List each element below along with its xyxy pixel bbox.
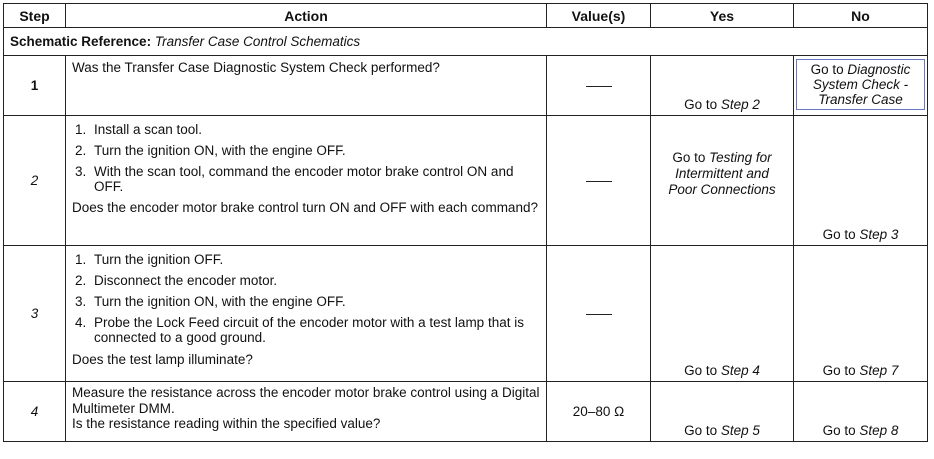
schematic-link[interactable]: Transfer Case Control Schematics bbox=[154, 34, 361, 49]
no-step-link[interactable]: Step 3 bbox=[859, 227, 899, 242]
step-row-1 bbox=[4, 56, 928, 116]
step-row-3 bbox=[4, 246, 928, 382]
action-question: Does the test lamp illuminate? bbox=[72, 351, 253, 367]
no-result bbox=[794, 56, 928, 116]
no-value-dash bbox=[586, 181, 612, 182]
no-result: Go to Step 7 bbox=[794, 246, 928, 382]
header-action: Action bbox=[66, 4, 547, 28]
no-result: Go to Step 8 bbox=[794, 382, 928, 442]
list-item: 2. Turn the ignition ON, with the engine OFF. bbox=[90, 143, 540, 158]
diagnostic-table bbox=[3, 3, 928, 442]
header-step: Step bbox=[4, 4, 66, 28]
no-step-link[interactable]: Step 7 bbox=[859, 363, 899, 378]
no-step-link[interactable]: Step 8 bbox=[859, 423, 899, 438]
list-item: 1. Turn the ignition OFF. bbox=[90, 252, 540, 267]
schematic-row bbox=[4, 28, 928, 56]
step-number: 4 bbox=[4, 382, 66, 442]
step-number: 1 bbox=[4, 56, 66, 116]
yes-step-link[interactable]: Step 2 bbox=[720, 97, 760, 112]
yes-step-link[interactable]: Step 5 bbox=[720, 423, 760, 438]
action-steps-list bbox=[72, 252, 540, 346]
header-no: No bbox=[794, 4, 928, 28]
list-item: 4. Probe the Lock Feed circuit of the encoder motor with a test lamp that is connected to a good ground. bbox=[90, 315, 540, 345]
step-action bbox=[66, 246, 547, 382]
action-instruction: Measure the resistance across the encoder motor brake control using a Digital Multimeter DMM. bbox=[72, 385, 540, 416]
no-value-dash bbox=[586, 86, 612, 87]
schematic-label: Schematic Reference: bbox=[10, 34, 152, 49]
step-action bbox=[66, 116, 547, 246]
step-value bbox=[547, 116, 651, 246]
header-row bbox=[4, 4, 928, 28]
yes-result-link[interactable]: Go to Testing for Intermittent and Poor Connections bbox=[668, 150, 776, 198]
step-value bbox=[547, 246, 651, 382]
schematic-reference bbox=[4, 28, 928, 56]
list-item: 3. Turn the ignition ON, with the engine OFF. bbox=[90, 294, 540, 309]
step-value: 20–80 Ω bbox=[547, 382, 651, 442]
step-action bbox=[66, 56, 547, 116]
step-row-4 bbox=[4, 382, 928, 442]
yes-result: Go to Step 4 bbox=[651, 246, 794, 382]
yes-step-link[interactable]: Step 4 bbox=[720, 363, 760, 378]
step-value bbox=[547, 56, 651, 116]
action-steps-list bbox=[72, 122, 540, 194]
step-row-2 bbox=[4, 116, 928, 246]
header-yes: Yes bbox=[651, 4, 794, 28]
no-result-link-box[interactable]: Go to Diagnostic System Check - Transfer Case bbox=[796, 59, 925, 110]
yes-result bbox=[651, 116, 794, 246]
header-values: Value(s) bbox=[547, 4, 651, 28]
list-item: 3. With the scan tool, command the encoder motor brake control ON and OFF. bbox=[90, 164, 540, 194]
list-item: 2. Disconnect the encoder motor. bbox=[90, 273, 540, 288]
action-question: Does the encoder motor brake control turn ON and OFF with each command? bbox=[72, 200, 538, 216]
no-result: Go to Step 3 bbox=[794, 116, 928, 246]
yes-result: Go to Step 5 bbox=[651, 382, 794, 442]
no-value-dash bbox=[586, 314, 612, 315]
step-number: 2 bbox=[4, 116, 66, 246]
step-action bbox=[66, 382, 547, 442]
yes-result: Go to Step 2 bbox=[651, 56, 794, 116]
step-number: 3 bbox=[4, 246, 66, 382]
action-question: Was the Transfer Case Diagnostic System Check performed? bbox=[72, 60, 440, 75]
action-question: Is the resistance reading within the specified value? bbox=[72, 416, 381, 432]
list-item: 1. Install a scan tool. bbox=[90, 122, 540, 137]
